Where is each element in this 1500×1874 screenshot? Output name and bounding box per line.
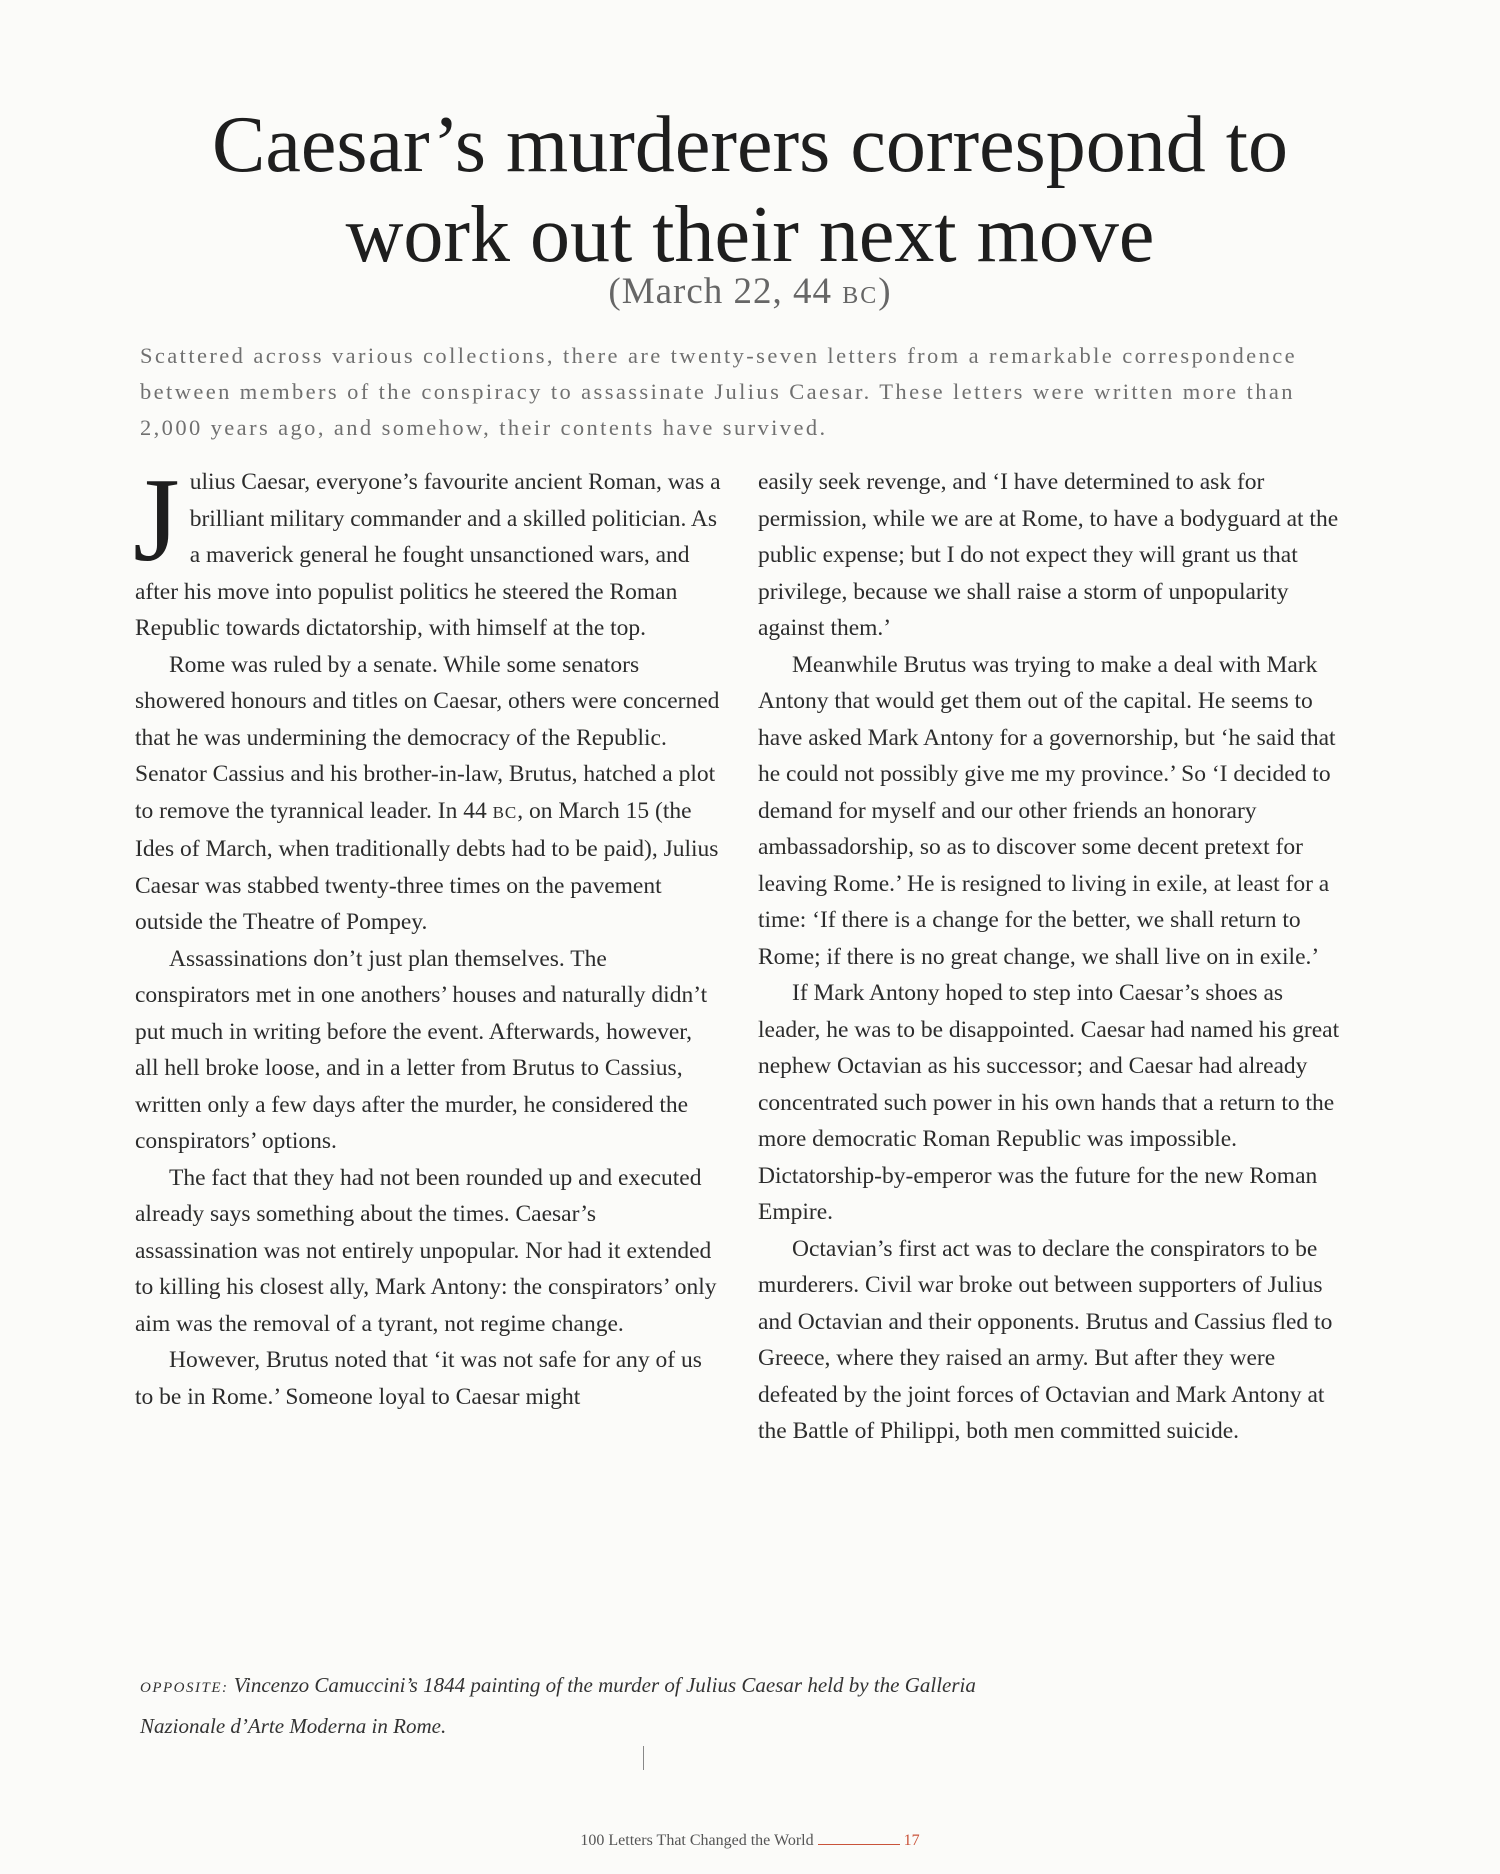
paragraph-2-text-b: , on March 15 (the Ides of March, when traditionally debts had to be paid), Julius Caesar was stabbed twenty-three times on the pavement outside the Theatre of Pompey. bbox=[135, 797, 719, 935]
body-column-right bbox=[758, 464, 1344, 1450]
footer-rule bbox=[818, 1844, 900, 1845]
paragraph-5: However, Brutus noted that ‘it was not safe for any of us to be in Rome.’ Someone loyal to Caesar might bbox=[135, 1347, 702, 1410]
intro-paragraph: Scattered across various collections, there are twenty-seven letters from a remarkable correspondence between members of the conspiracy to assassinate Julius Caesar. These letters were written more than 2,000 years ago, and somehow, their contents have survived. bbox=[140, 343, 1297, 440]
date-close: ) bbox=[878, 271, 892, 312]
paragraph-2 bbox=[135, 647, 721, 941]
title-line-2: work out their next move bbox=[345, 191, 1155, 279]
paragraph-7: Meanwhile Brutus was trying to make a deal with Mark Antony that would get them out of the capital. He seems to have asked Mark Antony for a governorship, but ‘he said that he could not possibly give me my province.’ So ‘I decided to demand for myself and our other friends an honorary ambassadorship, so as to discover some decent pretext for leaving Rome.’ He is resigned to living in exile, at least for a time: ‘If there is a change for the better, we shall return to Rome; if there is no great change, we shall live on in exile.’ bbox=[758, 651, 1336, 970]
paragraph-4: The fact that they had not been rounded up and executed already says something about the times. Caesar’s assassination was not entirely unpopular. Nor had it extended to killing his closest ally, Mark Antony: the conspirators’ only aim was the removal of a tyrant, not regime change. bbox=[135, 1164, 717, 1337]
image-caption bbox=[140, 1666, 1040, 1745]
paragraph-9: Octavian’s first act was to declare the conspirators to be murderers. Civil war broke out between supporters of Julius and Octavian and their opponents. Brutus and Cassius fled to Greece, where they raised an army. But after they were defeated by the joint forces of Octavian and Mark Antony at the Battle of Philippi, both men committed suicide. bbox=[758, 1235, 1333, 1444]
caption-lead: OPPOSITE: bbox=[140, 1680, 229, 1696]
page-footer bbox=[0, 1832, 1500, 1850]
date-era: BC bbox=[842, 283, 879, 309]
paragraph-2-era: BC bbox=[492, 802, 518, 822]
scan-mark bbox=[643, 1746, 644, 1770]
body-column-left bbox=[133, 453, 721, 1415]
title-line-1: Caesar’s murderers correspond to bbox=[212, 101, 1288, 189]
paragraph-2-text-a: Rome was ruled by a senate. While some senators showered honours and titles on Caesar, others were concerned that he was undermining the democracy of the Republic. Senator Cassius and his brother-in-law, Brutus, hatched a plot to remove the tyrannical leader. In 44 bbox=[135, 651, 720, 824]
caption-text: Vincenzo Camuccini’s 1844 painting of the murder of Julius Caesar held by the Galleria Nazionale d’Arte Moderna in Rome. bbox=[140, 1673, 976, 1738]
date-line bbox=[0, 270, 1500, 313]
paragraph-1-text: ulius Caesar, everyone’s favourite ancient Roman, was a brilliant military commander and a skilled politician. As a maverick general he fought unsanctioned wars, and after his move into populist politics he steered the Roman Republic towards dictatorship, with himself at the top. bbox=[135, 469, 721, 641]
paragraph-3: Assassinations don’t just plan themselves. The conspirators met in one anothers’ houses and naturally didn’t put much in writing before the event. Afterwards, however, all hell broke loose, and in a letter from Brutus to Cassius, written only a few days after the murder, he considered the conspirators’ options. bbox=[135, 945, 708, 1154]
footer-book-title: 100 Letters That Changed the World bbox=[580, 1832, 814, 1849]
paragraph-8: If Mark Antony hoped to step into Caesar’s shoes as leader, he was to be disappointed. Caesar had named his great nephew Octavian as his successor; and Caesar had already concentrated such power in his own hands that a return to the more democratic Roman Republic was impossible. Dictatorship-by-emperor was the future for the new Roman Empire. bbox=[758, 980, 1340, 1225]
paragraph-6: easily seek revenge, and ‘I have determined to ask for permission, while we are at Rome, to have a bodyguard at the public expense; but I do not expect they will grant us that privilege, because we shall raise a storm of unpopularity against them.’ bbox=[758, 469, 1339, 641]
date-main: (March 22, 44 bbox=[608, 271, 843, 312]
drop-cap: J bbox=[133, 453, 180, 586]
paragraph-1 bbox=[133, 453, 721, 647]
page-number: 17 bbox=[903, 1832, 920, 1849]
page-title bbox=[100, 100, 1400, 280]
